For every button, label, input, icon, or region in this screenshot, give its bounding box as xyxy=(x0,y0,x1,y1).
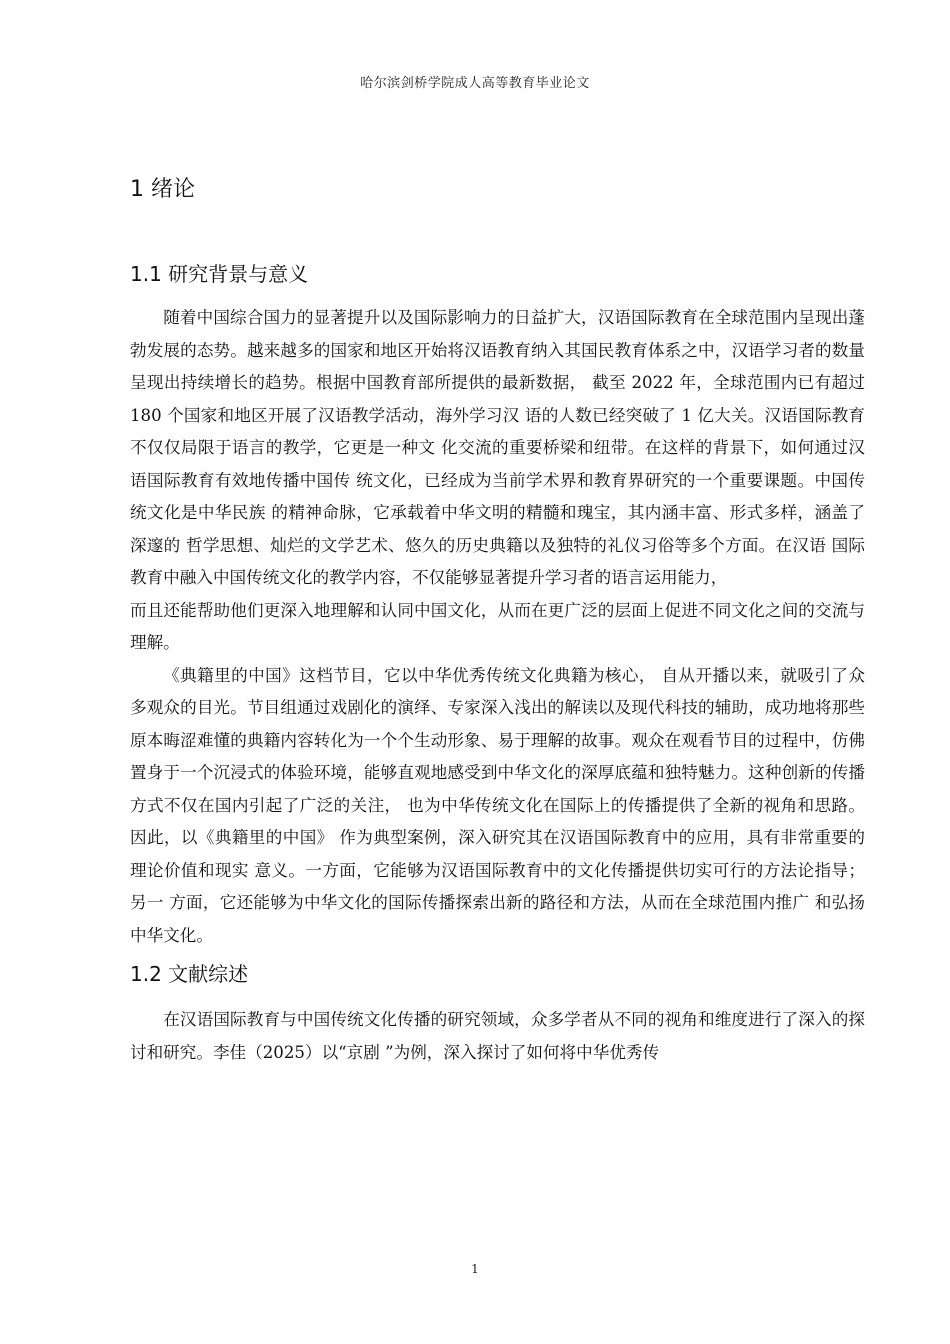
paragraph-background-1: 随着中国综合国力的显著提升以及国际影响力的日益扩大，汉语国际教育在全球范围内呈现出蓬勃发展的态势。越来越多的国家和地区开始将汉语教育纳入其国民教育体系之中，汉语学习者的数量呈现出持续增长的趋势。根据中国教育部所提供的最新数据， 截至 2022 年，全球范围内已有超过 180 个国家和地区开展了汉语教学活动，海外学习汉 语的人数已经突破了 1 亿大关。汉语国际教育不仅仅局限于语言的教学，它更是一种文 化交流的重要桥梁和纽带。在这样的背景下，如何通过汉语国际教育有效地传播中国传 统文化，已经成为当前学术界和教育界研究的一个重要课题。中国传统文化是中华民族 的精神命脉，它承载着中华文明的精髓和瑰宝，其内涵丰富、形式多样，涵盖了深邃的 哲学思想、灿烂的文学艺术、悠久的历史典籍以及独特的礼仪习俗等多个方面。在汉语 国际教育中融入中国传统文化的教学内容，不仅能够显著提升学习者的语言运用能力， xyxy=(130,308,865,587)
paragraph-background-2: 而且还能帮助他们更深入地理解和认同中国文化，从而在更广泛的层面上促进不同文化之间的交流与理解。 xyxy=(130,600,865,652)
page-number: 1 xyxy=(471,1262,479,1276)
chapter-title: 1 绪论 xyxy=(130,177,195,202)
running-header: 哈尔滨剑桥学院成人高等教育毕业论文 xyxy=(360,76,590,91)
paragraph-background-3: 《典籍里的中国》这档节目，它以中华优秀传统文化典籍为核心， 自从开播以来，就吸引了众多观众的目光。节目组通过戏剧化的演绎、专家深入浅出的解读以及现代科技的辅助，成功地将那些原本晦涩难懂的典籍内容转化为一个个生动形象、易于理解的故事。观众在观看节目的过程中，仿佛置身于一个沉浸式的体验环境，能够直观地感受到中华文化的深厚底蕴和独特魅力。这种创新的传播方式不仅在国内引起了广泛的关注， 也为中华传统文化在国际上的传播提供了全新的视角和思路。因此，以《典籍里的中国》 作为典型案例，深入研究其在汉语国际教育中的应用，具有非常重要的理论价值和现实 意义。一方面，它能够为汉语国际教育中的文化传播提供切实可行的方法论指导；另一 方面，它还能够为中华文化的国际传播探索出新的路径和方法，从而在全球范围内推广 和弘扬中华文化。 xyxy=(130,665,865,945)
main-content xyxy=(130,168,865,1069)
section-title-literature-review: 1.2 文献综述 xyxy=(130,962,249,986)
paragraph-literature-review-1: 在汉语国际教育与中国传统文化传播的研究领域，众多学者从不同的视角和维度进行了深入的探讨和研究。李佳（2025）以“京剧 ”为例，深入探讨了如何将中华优秀传 xyxy=(130,1010,865,1062)
section-title-background: 1.1 研究背景与意义 xyxy=(130,262,309,286)
